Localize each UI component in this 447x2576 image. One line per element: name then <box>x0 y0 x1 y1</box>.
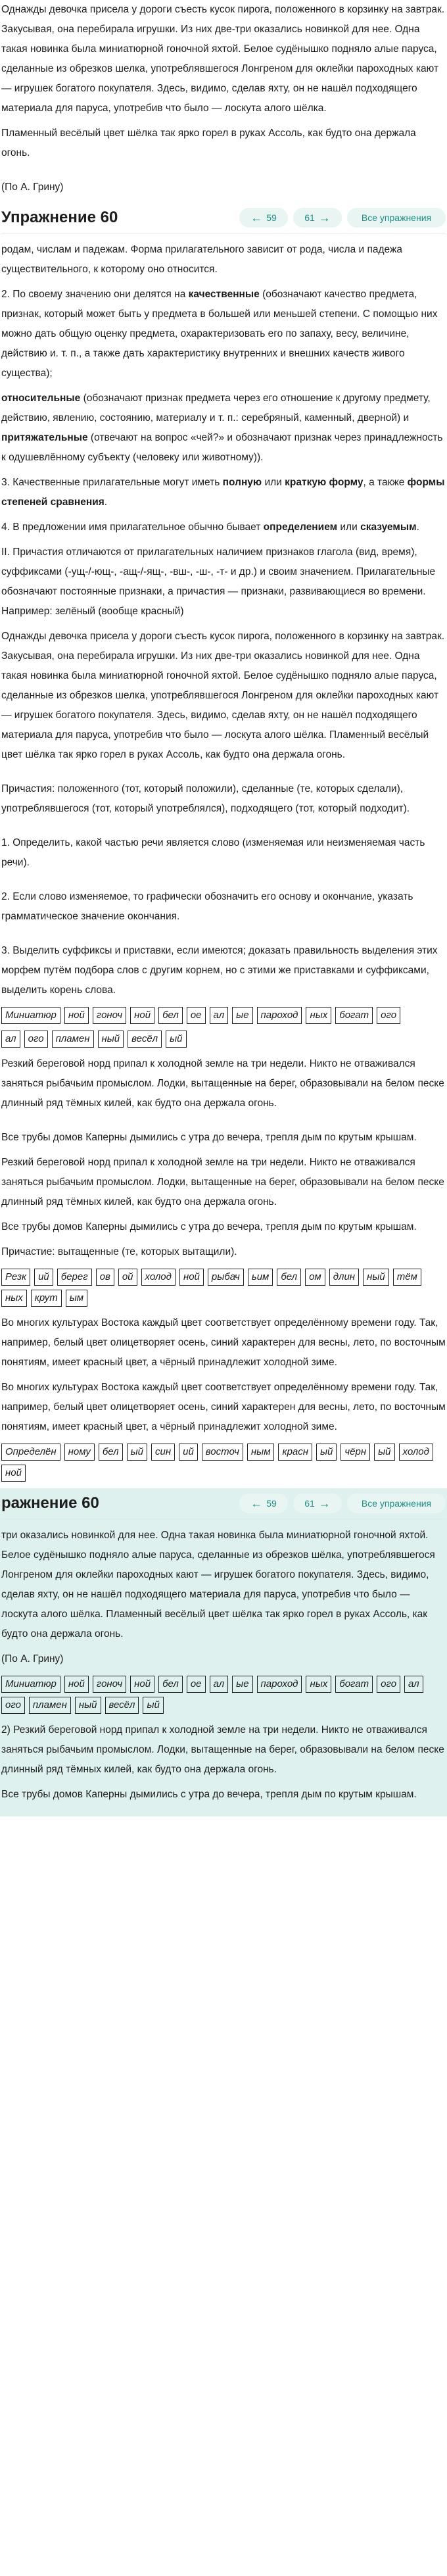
morpheme-box: ого <box>377 1676 400 1693</box>
theory-paragraph-1: родам, числам и падежам. Форма прилагательного зависит от рода, числа и падежа существительного, к которому оно относится. <box>1 244 402 275</box>
bottom-paragraph-3: Все трубы домов Каперны дымились с утра до вечера, трепля дым по крутым крышам. <box>1 1789 417 1800</box>
exercise-nav-2 <box>239 1494 446 1513</box>
morpheme-box: ом <box>305 1269 325 1286</box>
morpheme-box: ого <box>24 1031 48 1048</box>
intro-paragraph: Однажды девочка присела у дороги съесть кусок пирога, положенного в корзинку на завтрак. Закусывая, она перебирала игрушки. Из них две-три оказались новинкой для нее. Одна такая новинка была миниатюрной гоночной яхтой. Белое судёнышко подняло алые паруса, сделанные из обрезков шелка, употреблявшегося Лонгреном для оклейки пароходных кают — игрушек богатого покупателя. Здесь, видимо, сделав яхту, он не нашёл подходящего материала для паруса, употребив что было — лоскута алого шёлка. <box>1 4 445 114</box>
prev-exercise-label: 59 <box>266 212 277 223</box>
morpheme-box: ных <box>306 1007 331 1024</box>
morpheme-box: ий <box>179 1444 198 1461</box>
morpheme-box: ал <box>404 1676 423 1693</box>
sea-paragraph-2: Все трубы домов Каперны дымились с утра до вечера, трепля дым по крутым крышам. <box>1 1132 417 1143</box>
morpheme-box: крут <box>31 1290 62 1307</box>
theory-text: (обозначают качество предмета, признак, который может быть у предмета в большей или меньшей степени. С помощью них можно дать общую оценку предмета, охарактеризовать его по запаху, весу, величине, действию и. т. п., а также дать характеристику внутренних и внешних качеств живого существа); <box>1 289 438 379</box>
morpheme-box: ый <box>374 1444 394 1461</box>
morpheme-box: ой <box>118 1269 137 1286</box>
morpheme-box: ое <box>187 1007 206 1024</box>
theory-text: 2. По своему значению они делятся на <box>1 289 189 300</box>
prev-exercise-button[interactable] <box>239 208 288 228</box>
sea-participle-note: Причастие: вытащенные (те, которых вытащили). <box>1 1246 237 1257</box>
exercise-title-2: ражнение 60 <box>1 1494 99 1512</box>
morpheme-box: пароход <box>257 1676 302 1693</box>
prev-exercise-label-2: 59 <box>266 1498 277 1509</box>
morpheme-row <box>1 1444 446 1482</box>
term-relative: относительные <box>1 393 81 404</box>
morpheme-box: тём <box>393 1269 421 1286</box>
morpheme-row <box>1 1031 446 1048</box>
morpheme-box: ных <box>306 1676 331 1693</box>
morpheme-box: пламен <box>29 1697 71 1714</box>
exercise-nav <box>239 208 446 228</box>
morpheme-box: богат <box>335 1007 373 1024</box>
morpheme-box: длин <box>329 1269 359 1286</box>
morpheme-box: бел <box>158 1676 183 1693</box>
morpheme-box: ые <box>232 1007 252 1024</box>
morpheme-box: ный <box>363 1269 389 1286</box>
morpheme-box: ый <box>316 1444 337 1461</box>
morpheme-box: ный <box>98 1031 124 1048</box>
annotated-text: Однажды девочка присела у дороги съесть кусок пирога, положенного в корзинку на завтрак. Закусывая, она перебирала игрушки. Из них две-три оказались новинкой для нее. Одна такая новинка была миниатюрной гоночной яхтой. Белое судёнышко подняло алые паруса, сделанные из обрезков шелка, употреблявшегося Лонгреном для оклейки пароходных кают — игрушек богатого покупателя. Здесь, видимо, сделав яхту, он не нашёл подходящего материала для паруса, употребив что было — лоскута алого шёлка. Пламенный весёлый цвет шёлка так ярко горел в руках Ассоль, как будто она держала огонь. <box>1 631 445 760</box>
participles-note: Причастия: положенного (тот, который положили), сделанные (те, которых сделали), употреблявшегося (тот, который употреблялся), подходящего (тот, который подходит). <box>1 783 410 814</box>
morpheme-box: ал <box>210 1676 229 1693</box>
morpheme-box: Миниатюр <box>1 1007 60 1024</box>
morpheme-box: богат <box>335 1676 373 1693</box>
sea-paragraph-4: Все трубы домов Каперны дымились с утра до вечера, трепля дым по крутым крышам. <box>1 1221 417 1232</box>
sea-paragraph-3: Резкий береговой норд припал к холодной земле на три недели. Никто не отваживался заняться рыбачьим промыслом. Лодки, вытащенные на берег, образовывали на белом песке длинный ряд тёмных килей, как будто она держала огонь. <box>1 1157 444 1207</box>
task-step-1: 1. Определить, какой частью речи является слово (изменяемая или неизменяемая часть речи). <box>1 837 425 868</box>
morpheme-box: холод <box>141 1269 176 1286</box>
morpheme-box: Резк <box>1 1269 30 1286</box>
morpheme-box: ый <box>166 1031 186 1048</box>
arrow-left-icon: ← <box>250 1497 263 1510</box>
term-possessive: притяжательные <box>1 432 88 443</box>
morpheme-box: ал <box>1 1031 20 1048</box>
next-exercise-label-2: 61 <box>304 1498 315 1509</box>
morpheme-box: гоноч <box>93 1676 126 1693</box>
morpheme-box: бел <box>158 1007 183 1024</box>
morpheme-box: ого <box>377 1007 400 1024</box>
morpheme-box: рыбач <box>208 1269 244 1286</box>
morpheme-box: ый <box>127 1444 147 1461</box>
intro-paragraph-2: Пламенный весёлый цвет шёлка так ярко горел в руках Ассоль, как будто она держала огонь. <box>1 128 416 158</box>
morpheme-box: Определён <box>1 1444 60 1461</box>
author-note: (По А. Грину) <box>1 182 64 193</box>
morpheme-box: ной <box>130 1676 154 1693</box>
next-exercise-button-2[interactable] <box>293 1494 342 1513</box>
term-comparison: формы степеней сравнения <box>1 477 445 508</box>
morpheme-box: ных <box>1 1290 27 1307</box>
all-exercises-button[interactable]: Все упражнения <box>347 208 446 228</box>
morpheme-box: ого <box>1 1697 25 1714</box>
morpheme-box: восточ <box>202 1444 243 1461</box>
morpheme-box: чёрн <box>341 1444 370 1461</box>
next-exercise-label: 61 <box>304 212 315 223</box>
theory-text: 4. В предложении имя прилагательное обычно бывает <box>1 522 264 533</box>
morpheme-box: ый <box>143 1697 163 1714</box>
morpheme-box: Миниатюр <box>1 1676 60 1693</box>
morpheme-box: ной <box>130 1007 154 1024</box>
task-step-3: 3. Выделить суффиксы и приставки, если имеются; доказать правильность выделения этих морфем путём подбора слов с другим корнем, но с этими же приставками и суффиксами, выделить корень слова. <box>1 945 438 996</box>
all-exercises-button-2[interactable]: Все упражнения <box>347 1494 446 1513</box>
bottom-paragraph-2: 2) Резкий береговой норд припал к холодной земле на три недели. Никто не отваживался заняться рыбачьим промыслом. Лодки, вытащенные на берег, образовывали на белом песке длинный ряд тёмных килей, как будто она держала огонь. <box>1 1724 444 1775</box>
morpheme-box: ным <box>247 1444 275 1461</box>
morpheme-box: красн <box>278 1444 312 1461</box>
morpheme-box: бел <box>277 1269 301 1286</box>
morpheme-row <box>1 1007 446 1024</box>
exercise-navigation-bar-2 <box>1 1488 446 1519</box>
morpheme-box: ной <box>64 1676 89 1693</box>
morpheme-box: ал <box>210 1007 229 1024</box>
theory-text: , а также <box>363 477 408 488</box>
bottom-author: (По А. Грину) <box>1 1653 64 1665</box>
morpheme-box: ов <box>96 1269 114 1286</box>
morpheme-box: ной <box>64 1007 89 1024</box>
morpheme-box: син <box>151 1444 175 1461</box>
theory-text: . <box>416 522 419 533</box>
theory-text: (обозначают признак предмета через его отношение к другому предмету, действию, явлению, состоянию, материалу и т. п.: серебряный, каменный, дверной) и <box>1 393 431 424</box>
theory-paragraph-3 <box>1 389 446 468</box>
arrow-right-icon: → <box>318 211 331 224</box>
morpheme-box: гоноч <box>93 1007 126 1024</box>
theory-text: или <box>262 477 285 488</box>
morpheme-box: ым <box>66 1290 87 1307</box>
morpheme-box: ному <box>64 1444 95 1461</box>
morpheme-box: бел <box>99 1444 123 1461</box>
arrow-right-icon: → <box>318 1497 331 1510</box>
term-full: полную <box>222 477 262 488</box>
morpheme-box: весёл <box>128 1031 162 1048</box>
theory-text: 3. Качественные прилагательные могут иметь <box>1 477 223 488</box>
theory-paragraph-4 <box>1 473 446 512</box>
theory-paragraph-5 <box>1 518 446 537</box>
morpheme-box: ий <box>34 1269 53 1286</box>
morpheme-box: холод <box>399 1444 433 1461</box>
arrow-left-icon: ← <box>250 211 263 224</box>
bottom-paragraph-1: три оказались новинкой для нее. Одна такая новинка была миниатюрной гоночной яхтой. Белое судёнышко подняло алые паруса, сделанные из обрезков шёлка, употреблявшегося Лонгреном для оклейки пароходных кают — игрушек богатого покупателя. Здесь, видимо, сделав яхту, он не нашёл подходящего материала для паруса, употребив что было — лоскута алого шёлка. Пламенный весёлый цвет шёлка так ярко горел в руках Ассоль, как будто она держала огонь. <box>1 1530 435 1640</box>
morpheme-box: пламен <box>52 1031 94 1048</box>
morpheme-row <box>1 1676 446 1714</box>
prev-exercise-button-2[interactable] <box>239 1494 288 1513</box>
theory-text: (отвечают на вопрос «чей?» и обозначают признак через принадлежность к одушевлённому субъекту (человеку или животному)). <box>1 432 443 463</box>
sea-paragraph-1: Резкий береговой норд припал к холодной земле на три недели. Никто не отваживался заняться рыбачьим промыслом. Лодки, вытащенные на берег, образовывали на белом песке длинный ряд тёмных килей, как будто она держала огонь. <box>1 1058 444 1109</box>
morpheme-box: ое <box>187 1676 206 1693</box>
morpheme-box: ьим <box>248 1269 273 1286</box>
theory-paragraph-6: II. Причастия отличаются от прилагательных наличием признаков глагола (вид, время), суффиксами (-ущ-/-ющ-, -ащ-/-ящ-, -вш-, -ш-, -т- и др.) и своим значением. Прилагательные обозначают постоянные признаки, а причастия — признаки, развивающиеся во времени. Например: зелёный (вообще красный) <box>1 547 436 617</box>
task-step-2: 2. Если слово изменяемое, то графически обозначить его основу и окончание, указать грамматическое значение окончания. <box>1 891 413 922</box>
term-predicate: сказуемым <box>360 522 417 533</box>
morpheme-box: берег <box>57 1269 92 1286</box>
morpheme-row <box>1 1269 446 1307</box>
morpheme-box: пароход <box>257 1007 302 1024</box>
morpheme-box: ые <box>232 1676 252 1693</box>
theory-paragraph-2 <box>1 285 446 383</box>
term-short: краткую форму <box>285 477 364 488</box>
theory-text: или <box>337 522 361 533</box>
term-attribute: определением <box>263 522 338 533</box>
exercise-navigation-bar <box>1 203 446 233</box>
morpheme-box: ной <box>1 1465 26 1482</box>
duplicate-section <box>0 1488 447 1816</box>
term-qualitative: качественные <box>188 289 260 300</box>
east-paragraph-2: Во многих культурах Востока каждый цвет соответствует определённому времени году. Так, например, белый цвет олицетворяет осень, синий характерен для весны, лето, по восточным понятиям, имеет красный цвет, а чёрный принадлежит холодной зиме. <box>1 1382 446 1432</box>
exercise-title: Упражнение 60 <box>1 208 118 226</box>
morpheme-box: ный <box>75 1697 101 1714</box>
next-exercise-button[interactable] <box>293 208 342 228</box>
morpheme-box: весёл <box>105 1697 139 1714</box>
theory-text: . <box>104 497 108 508</box>
east-paragraph-1: Во многих культурах Востока каждый цвет соответствует определённому времени году. Так, например, белый цвет олицетворяет осень, синий характерен для весны, лето, по восточным понятиям, имеет красный цвет, а чёрный принадлежит холодной зиме. <box>1 1317 446 1368</box>
morpheme-box: ной <box>179 1269 204 1286</box>
